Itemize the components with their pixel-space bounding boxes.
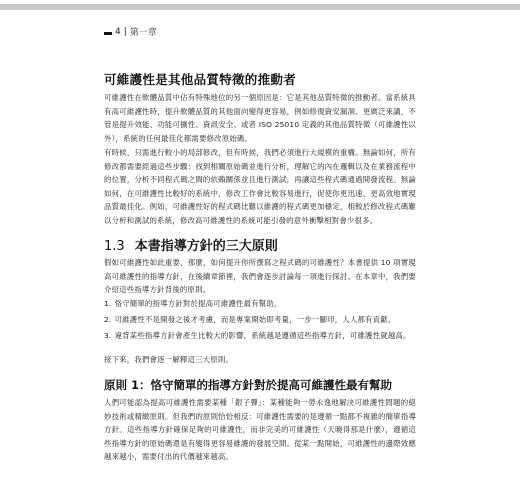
list-item — [104, 329, 416, 343]
header-separator: | — [123, 26, 127, 37]
section-1-3-heading — [104, 235, 278, 254]
page-number: 4 — [115, 26, 121, 37]
section-title: 本書指導方針的三大原則 — [134, 239, 278, 254]
list-item-text: 恪守簡單的指導方針對於提高可維護性最有幫助。 — [114, 299, 282, 308]
header-bar-mark — [104, 32, 112, 35]
list-item-number: 2. — [104, 315, 112, 324]
top-scan-border — [0, 4, 520, 10]
section-number: 1.3 — [104, 239, 125, 254]
list-item — [104, 313, 416, 327]
paragraph-4: 接下來，我們會逐一解釋這三大原則。 — [104, 355, 234, 364]
paragraph-3: 假如可維護性如此重要，那麼，如何提升你所撰寫之程式碼的可維護性？本書提供 10 項實現高可維護性的指導方針，在後續章節裡，我們會逐步討論每一項進行探討。在本章中，我們要介紹這些指導方針背後的原則。 — [104, 258, 416, 295]
paragraph-5: 人們可能認為提高可維護性需要某種「銀子彈」：某種能夠一勞永逸地解決可維護性問題的絕妙技術或精緻原則。但我們的原則恰恰相反：可維護性需要的是遵循一點都不複雜的簡單指導方針。這些指導方針確保足夠的可維護性，而非完美的可維護性（天曉得那是什麼），遵循這些指導方針的原始碼還是有變得更容易維護的發展空間。從某一點開始，可維護性的邊際效應越來越小，需要付出的代價越來越高。 — [104, 398, 416, 462]
section-heading: 可維護性是其他品質特徵的推動者 — [104, 72, 297, 87]
list-item-text: 可維護性不是開發之後才考慮，而是專案開始即考量，一步一腳印，人人都有貢獻。 — [114, 315, 396, 324]
list-item-text: 違背某些指導方針會產生比較大的影響，系統越是遵循這些指導方針，可維護性就越高。 — [114, 331, 411, 340]
chapter-label: 第一章 — [129, 28, 157, 38]
list-item-number: 1. — [104, 299, 112, 308]
list-item-number: 3. — [104, 331, 112, 340]
running-header — [104, 25, 157, 38]
paragraph-2: 有時候，只需進行較小的局部修改，但有時候，我們必須進行大規模的重構。無論如何，所有修改都需要經過這些步驟：找到相關原始碼並進行分析，理解它的內在邏輯以及在業務流程中的位置，分析不同程式碼之間的依賴關係並且進行測試，再讓這些程式碼通過開發流程。無論如何，在可維護性比較好的系統中，修改工作會比較容易進行，促使你更迅速、更高效地實現品質最佳化。例如，可維護性好的程式碼比難以維護的程式碼更加穩定，相較於修改程式碼難以分析和測試的系統，修改高可維護性的系統可能引發的意外衝擊相對會少很多。 — [104, 148, 416, 225]
principle-1-heading: 原則 1：恪守簡單的指導方針對於提高可維護性最有幫助 — [104, 378, 393, 392]
paragraph-1: 可維護性在軟體品質中佔有特殊地位的另一個原因是：它是其他品質特徵的推動者。當系統具有高可維護性時，提升軟體品質的其他面向變得更容易，例如修復資安漏洞、更廣泛來講，不管是提升效能、功能可擴性、資訊安全、或者 ISO 25010 定義的其他品質特徵（可維護性以外），系統的任何最佳化都需要修改原始碼。 — [104, 93, 416, 143]
list-item — [104, 297, 416, 311]
